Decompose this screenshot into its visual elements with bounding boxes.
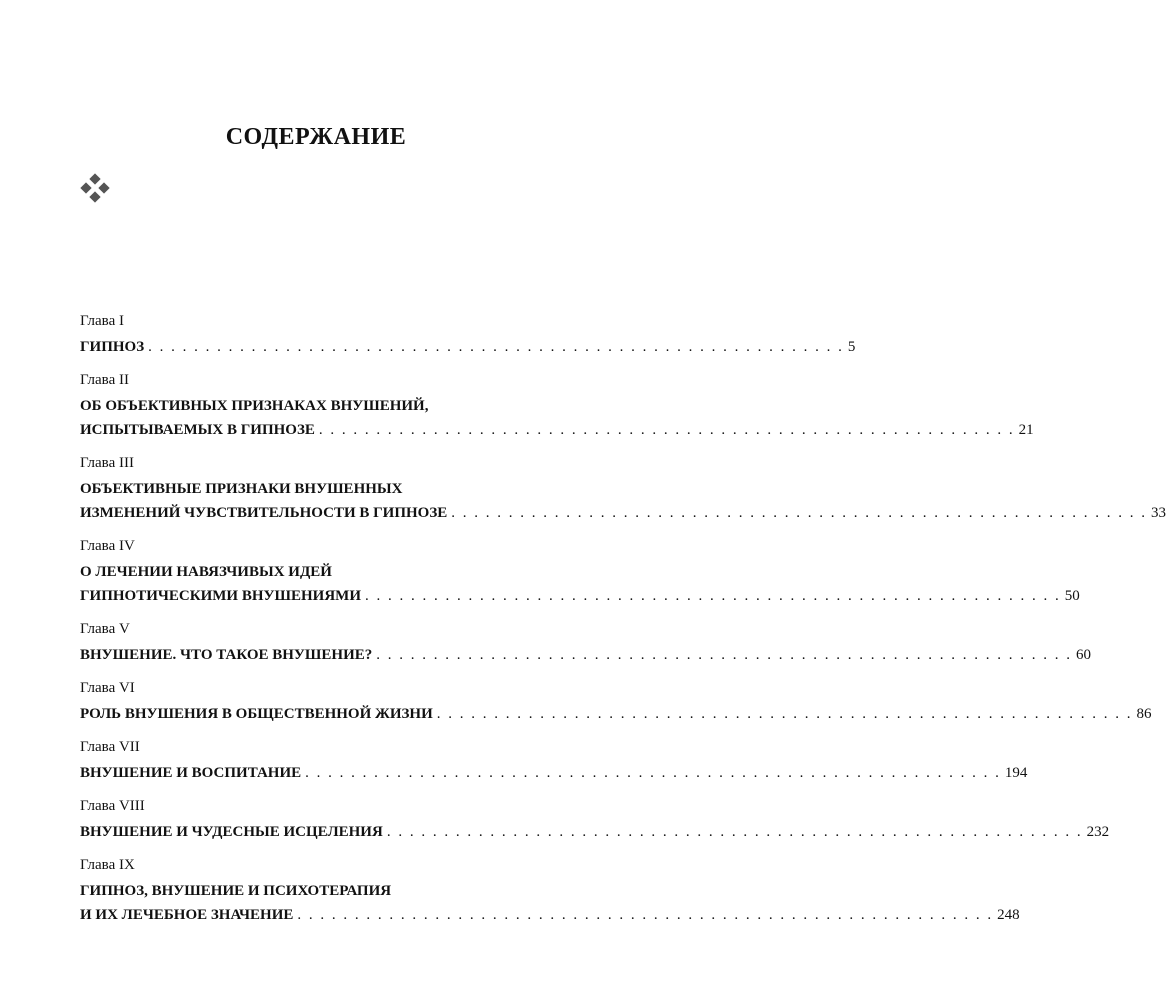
page-title: СОДЕРЖАНИЕ bbox=[225, 124, 407, 150]
toc-entry bbox=[80, 369, 1034, 442]
chapter-label: Глава III bbox=[80, 455, 134, 471]
chapter-title-text: ВНУШЕНИЕ И ВОСПИТАНИЕ bbox=[80, 765, 302, 781]
toc-entry bbox=[80, 736, 1028, 785]
page-number: 60 bbox=[1076, 647, 1091, 663]
toc-entry bbox=[80, 310, 856, 359]
page-number: 194 bbox=[1004, 765, 1028, 781]
chapter-label: Глава V bbox=[80, 621, 130, 637]
chapter-title-text: О ЛЕЧЕНИИ НАВЯЗЧИВЫХ ИДЕЙ bbox=[80, 564, 332, 580]
page-number: 248 bbox=[997, 907, 1020, 923]
dot-leader: . . . . . . . . . . . . . . . . . . . . . . . . . . . . . . . . . . . . . . . . . . . . . . . . . . . . . . . . . . . . . bbox=[376, 647, 1072, 663]
chapter-label: Глава I bbox=[80, 313, 124, 329]
table-of-contents bbox=[80, 310, 1166, 937]
chapter-title-line bbox=[80, 584, 1080, 608]
chapter-title-text: ОБ ОБЪЕКТИВНЫХ ПРИЗНАКАХ ВНУШЕНИЙ, bbox=[80, 398, 429, 414]
chapter-label: Глава VIII bbox=[80, 798, 145, 814]
toc-entry bbox=[80, 535, 1080, 608]
dot-leader: . . . . . . . . . . . . . . . . . . . . . . . . . . . . . . . . . . . . . . . . . . . . . . . . . . . . . . . . . . . . . bbox=[305, 765, 1001, 781]
page-number: 5 bbox=[847, 339, 856, 355]
page-number: 86 bbox=[1136, 706, 1152, 722]
chapter-title-text: ГИПНОЗ bbox=[80, 339, 145, 355]
dot-leader: . . . . . . . . . . . . . . . . . . . . . . . . . . . . . . . . . . . . . . . . . . . . . . . . . . . . . . . . . . . . . bbox=[148, 339, 844, 355]
toc-entry bbox=[80, 452, 1166, 525]
toc-entry bbox=[80, 677, 1152, 726]
chapter-title-line bbox=[80, 761, 1028, 785]
chapter-title-text: ГИПНОЗ, ВНУШЕНИЕ И ПСИХОТЕРАПИЯ bbox=[80, 883, 392, 899]
chapter-label: Глава IV bbox=[80, 538, 135, 554]
chapter-title-line bbox=[80, 501, 1166, 525]
dot-leader: . . . . . . . . . . . . . . . . . . . . . . . . . . . . . . . . . . . . . . . . . . . . . . . . . . . . . . . . . . . . . bbox=[386, 824, 1083, 840]
chapter-title-line bbox=[80, 820, 1110, 844]
chapter-label: Глава IX bbox=[80, 857, 135, 873]
toc-entry bbox=[80, 854, 1020, 927]
chapter-title-line bbox=[80, 477, 512, 501]
chapter-title-text: ВНУШЕНИЕ. ЧТО ТАКОЕ ВНУШЕНИЕ? bbox=[80, 647, 373, 663]
page-number: 33 bbox=[1151, 505, 1166, 521]
chapter-title-line bbox=[80, 418, 1034, 442]
toc-entry bbox=[80, 618, 1091, 667]
diamond-cluster-ornament-icon bbox=[80, 175, 110, 205]
chapter-title-line bbox=[80, 879, 512, 903]
chapter-title-text: И ИХ ЛЕЧЕБНОЕ ЗНАЧЕНИЕ bbox=[80, 907, 294, 923]
chapter-title-line bbox=[80, 903, 1020, 927]
page-number: 21 bbox=[1018, 422, 1034, 438]
dot-leader: . . . . . . . . . . . . . . . . . . . . . . . . . . . . . . . . . . . . . . . . . . . . . . . . . . . . . . . . . . . . . bbox=[365, 588, 1061, 604]
chapter-title-text: ИСПЫТЫВАЕМЫХ В ГИПНОЗЕ bbox=[80, 422, 315, 438]
toc-entry bbox=[80, 795, 1110, 844]
chapter-title-line bbox=[80, 643, 1091, 667]
page-number: 50 bbox=[1064, 588, 1080, 604]
chapter-title-line bbox=[80, 394, 512, 418]
chapter-title-text: РОЛЬ ВНУШЕНИЯ В ОБЩЕСТВЕННОЙ ЖИЗНИ bbox=[80, 706, 433, 722]
dot-leader: . . . . . . . . . . . . . . . . . . . . . . . . . . . . . . . . . . . . . . . . . . . . . . . . . . . . . . . . . . . . . bbox=[436, 706, 1133, 722]
chapter-title-text: ГИПНОТИЧЕСКИМИ ВНУШЕНИЯМИ bbox=[80, 588, 362, 604]
dot-leader: . . . . . . . . . . . . . . . . . . . . . . . . . . . . . . . . . . . . . . . . . . . . . . . . . . . . . . . . . . . . . bbox=[451, 505, 1148, 521]
chapter-title-line bbox=[80, 335, 856, 359]
chapter-label: Глава VI bbox=[80, 680, 135, 696]
chapter-label: Глава II bbox=[80, 372, 129, 388]
chapter-title-line bbox=[80, 702, 1152, 726]
chapter-title-text: ИЗМЕНЕНИЙ ЧУВСТВИТЕЛЬНОСТИ В ГИПНОЗЕ bbox=[80, 505, 448, 521]
chapter-title-text: ВНУШЕНИЕ И ЧУДЕСНЫЕ ИСЦЕЛЕНИЯ bbox=[80, 824, 383, 840]
chapter-label: Глава VII bbox=[80, 739, 140, 755]
dot-leader: . . . . . . . . . . . . . . . . . . . . . . . . . . . . . . . . . . . . . . . . . . . . . . . . . . . . . . . . . . . . . bbox=[318, 422, 1015, 438]
chapter-title-text: ОБЪЕКТИВНЫЕ ПРИЗНАКИ ВНУШЕННЫХ bbox=[80, 481, 403, 497]
page-number: 232 bbox=[1086, 824, 1110, 840]
chapter-title-line bbox=[80, 560, 512, 584]
dot-leader: . . . . . . . . . . . . . . . . . . . . . . . . . . . . . . . . . . . . . . . . . . . . . . . . . . . . . . . . . . . . . bbox=[297, 907, 994, 923]
